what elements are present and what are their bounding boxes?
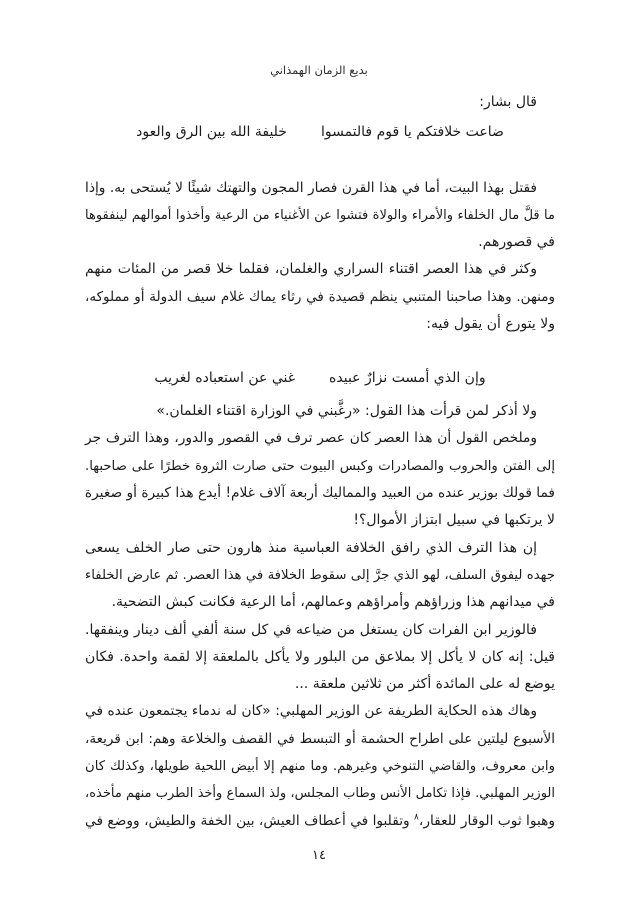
text-line: قيل: إنه كان لا يأكل إلا بملاعق من البلور ولا يأكل بالملعقة إلا لقمة واحدة. فكان	[85, 648, 555, 665]
paragraph	[85, 425, 555, 534]
text-line: وهاك هذه الحكاية الطريفة عن الوزير المهلبي: «كان له ندماء يجتمعون عنده في	[85, 703, 537, 720]
text-line: ولا يتورع أن يقول فيه:	[426, 316, 555, 333]
text-line: ولا أذكر لمن قرأت هذا القول: «رغَّبني في الوزارة اقتناء الغلمان.»	[156, 403, 537, 420]
text-line: لا يرتكبها في سبيل ابتزاز الأموال؟!	[353, 512, 555, 529]
page-number: ١٤	[312, 848, 326, 863]
text-line	[85, 808, 555, 835]
text-line: إلى الفتن والحروب والمصادرات وكبس البيوت حتى صارت الثروة خطرًا على صاحبها.	[85, 458, 555, 474]
text-line: يوضع له على المائدة أكثر من ثلاثين ملعقة ...	[294, 676, 555, 693]
intro-line: قال بشار:	[479, 94, 537, 110]
text-line: في ميدانهم هذا وزراؤهم وأمراؤهم وعمالهم، أما الرعية فكانت كبش التضحية.	[111, 594, 555, 611]
verse-hemistich: خليفة الله بين الرق والعود	[136, 124, 287, 141]
paragraph	[85, 175, 555, 257]
verse	[85, 365, 555, 392]
verse-hemistich: ضاعت خلافتكم يا قوم فالتمسوا	[320, 124, 504, 141]
text-segment: وتقلبوا في أعطاف العيش، بين الخفة والطيش، ووضع في	[85, 812, 410, 829]
verse-hemistich: غني عن استعباده لغريب	[154, 369, 296, 386]
paragraph	[85, 398, 555, 425]
text-line: جهده ليفوق السلف، لهو الذي جرَّ إلى سقوط الخلافة في هذا العصر. ثم عارض الخلفاء	[85, 567, 555, 583]
paragraph	[85, 617, 555, 699]
paragraph	[85, 535, 555, 617]
text-line: فقتل بهذا البيت، أما في هذا القرن فصار المجون والتهتك شيئًا لا يُستحى به. وإذا	[85, 179, 537, 196]
paragraph	[85, 698, 555, 834]
text-line: وملخص القول أن هذا العصر كان عصر ترف في القصور والدور، وهذا الترف جر	[85, 430, 537, 447]
running-header: بديع الزمان الهمذاني	[270, 63, 368, 77]
text-line: ما قلَّ مال الخلفاء والأمراء والولاة فتشوا عن الأغنياء من الرعية وأخذوا أموالهم لينفقوها	[85, 207, 555, 223]
text-line: وابن معروف، والقاضي التنوخي وغيرهم. وما منهم إلا أبيض اللحية طويلها، وكذلك كان	[85, 759, 555, 775]
text-line: وكثر في هذا العصر اقتناء السراري والغلمان، فقلما خلا قصر من المئات منهم	[85, 261, 537, 278]
footnote-marker[interactable]: ٨	[414, 812, 419, 823]
verse-hemistich: وإن الذي أمست نزارٌ عبيده	[329, 369, 486, 386]
text-line: إن هذا الترف الذي رافق الخلافة العباسية منذ هارون حتى صار الخلف يسعى	[85, 539, 537, 556]
page-body	[85, 89, 555, 835]
verse	[85, 119, 555, 146]
text-line: فالوزير ابن الفرات كان يستغل من ضياعه في كل سنة ألفي ألف دينار وينفقها.	[85, 621, 537, 638]
paragraph	[85, 256, 555, 338]
text-segment: وهبوا ثوب الوقار للعقار،	[418, 812, 555, 829]
text-line: فما قولك بوزير عنده من العبيد والمماليك أربعة آلاف غلام! أيدع هذا كبيرة أو صغيرة	[84, 485, 555, 502]
text-line: ومنهن. وهذا صاحبنا المتنبي ينظم قصيدة في رثاء يماك غلام سيف الدولة أو مملوكه،	[85, 288, 555, 305]
text-line: الوزير المهلبي. فإذا تكامل الأنس وطاب المجلس، ولذ السماع وأخذ الطرب منهم مأخذه،	[85, 786, 555, 802]
text-line: الأسبوع ليلتين على اطراح الحشمة أو التبسط في القصف والخلاعة وهم: ابن قريعة،	[85, 730, 555, 747]
text-line: في قصورهم.	[478, 234, 555, 251]
